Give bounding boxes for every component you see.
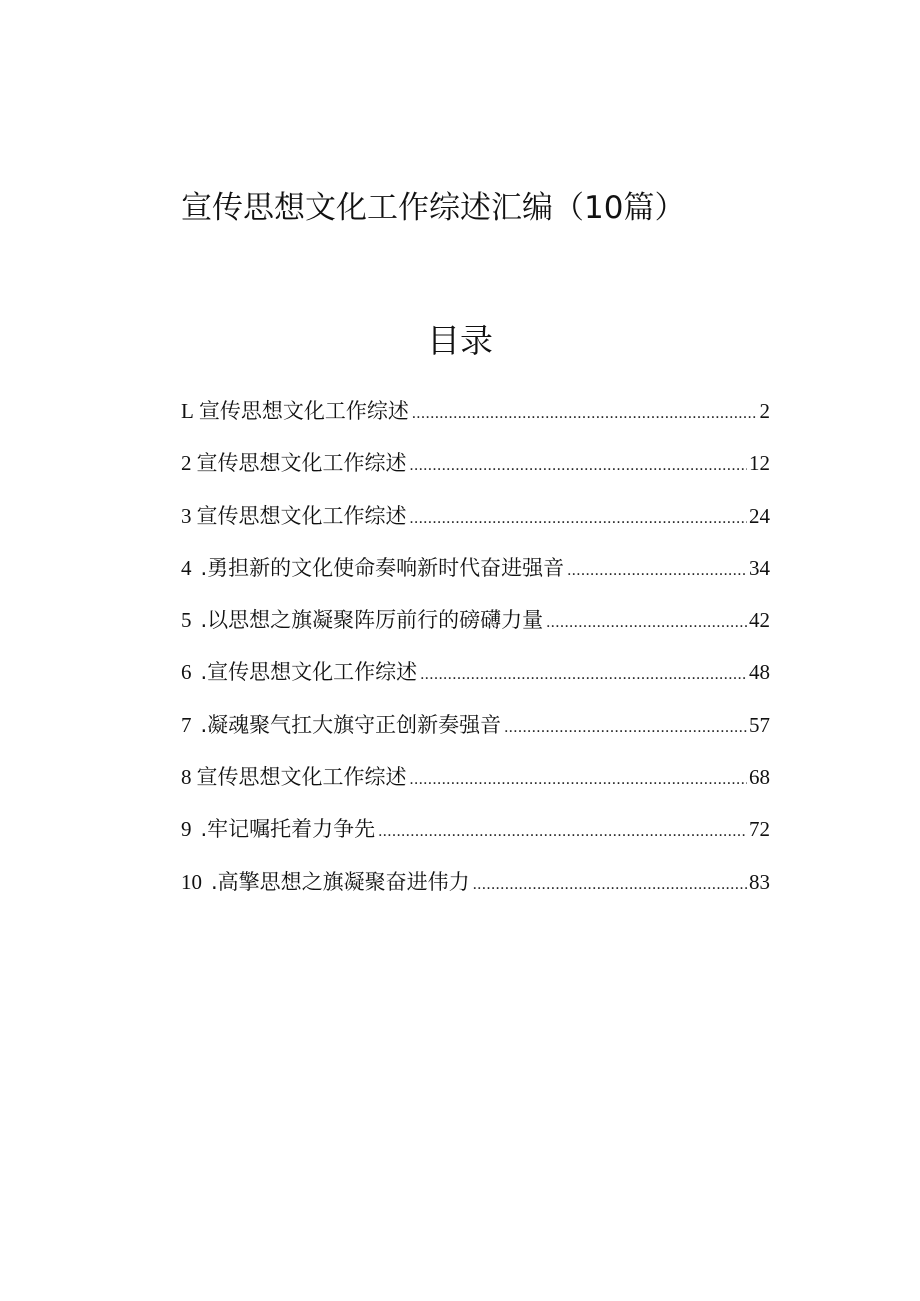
toc-entry-title: 宣传思想文化工作综述 <box>196 765 407 790</box>
toc-entry-title: 宣传思想文化工作综述 <box>196 503 407 528</box>
toc-entry[interactable] <box>181 867 770 919</box>
toc-entry-title: .高擎思想之旗凝聚奋进伟力 <box>211 869 470 894</box>
toc-leader-dots <box>410 765 748 795</box>
toc-entry[interactable] <box>181 657 770 709</box>
toc-entry-page: 72 <box>749 817 770 842</box>
toc-entry-number: 10 <box>181 869 202 894</box>
toc-entry[interactable] <box>181 448 770 500</box>
toc-entry-page: 48 <box>749 660 770 685</box>
toc-leader-dots <box>412 399 758 429</box>
toc-entry-page: 2 <box>759 399 770 423</box>
toc-entry-number: 6 <box>181 660 192 685</box>
toc-entry[interactable] <box>181 762 770 814</box>
toc-entry-title: 宣传思想文化工作综述 <box>198 399 409 423</box>
toc-entry[interactable] <box>181 501 770 553</box>
toc-entry[interactable] <box>181 605 770 657</box>
toc-entry[interactable] <box>181 396 770 448</box>
toc-leader-dots <box>378 817 747 847</box>
document-title: 宣传思想文化工作综述汇编（10篇） <box>181 190 686 226</box>
toc-entry-page: 12 <box>749 451 770 476</box>
toc-leader-dots <box>420 660 747 690</box>
toc-entry-number: 4 <box>181 555 192 580</box>
toc-entry-number: 2 <box>181 451 192 476</box>
toc-entry-number: 3 <box>181 503 192 528</box>
toc-leader-dots <box>567 556 747 586</box>
toc-entry-title: .以思想之旗凝聚阵厉前行的磅礴力量 <box>200 608 544 633</box>
toc-entry-page: 57 <box>749 712 770 737</box>
toc-entry-title: 宣传思想文化工作综述 <box>196 451 407 476</box>
toc-leader-dots <box>410 504 748 534</box>
toc-entry[interactable] <box>181 814 770 866</box>
toc-entry-title: .凝魂聚气扛大旗守正创新奏强音 <box>200 712 502 737</box>
toc-entry-title: .牢记嘱托着力争先 <box>200 817 376 842</box>
toc-entry-number: 5 <box>181 608 192 633</box>
toc-entry-page: 68 <box>749 765 770 790</box>
toc-entry[interactable] <box>181 553 770 605</box>
toc-entry-page: 42 <box>749 608 770 633</box>
toc-entry-title: .宣传思想文化工作综述 <box>200 660 418 685</box>
toc-leader-dots <box>546 608 747 638</box>
toc-heading: 目录 <box>427 321 493 360</box>
toc-leader-dots <box>473 870 747 900</box>
toc-entry-number: 8 <box>181 765 192 790</box>
toc-entry-title: .勇担新的文化使命奏响新时代奋进强音 <box>200 555 565 580</box>
toc-entry-page: 83 <box>749 869 770 894</box>
toc-leader-dots <box>504 713 747 743</box>
table-of-contents <box>181 396 770 919</box>
toc-entry-page: 24 <box>749 503 770 528</box>
toc-entry-number: 7 <box>181 712 192 737</box>
toc-entry-number: 9 <box>181 817 192 842</box>
toc-entry[interactable] <box>181 710 770 762</box>
toc-entry-number: L <box>181 399 194 423</box>
toc-entry-page: 34 <box>749 555 770 580</box>
toc-leader-dots <box>410 451 748 481</box>
